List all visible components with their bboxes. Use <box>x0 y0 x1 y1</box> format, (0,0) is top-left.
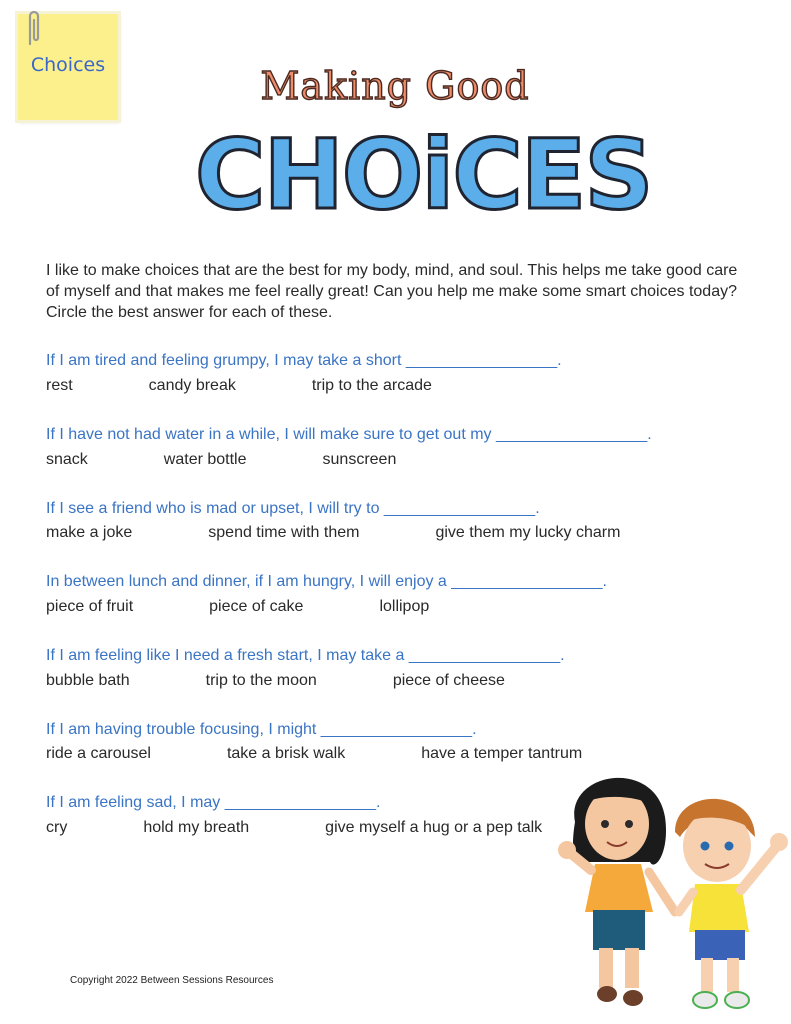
intro-paragraph: I like to make choices that are the best for my body, mind, and soul. This helps me take good care of myself and that makes me feel really great! Can you help me make some smart choices today? Circle the best answer for each of these. <box>46 262 738 321</box>
question-options <box>46 672 581 690</box>
kids-waving-illustration <box>555 762 791 1024</box>
question-prompt: If I am having trouble focusing, I might _________________. <box>46 721 477 738</box>
question-prompt: If I have not had water in a while, I will make sure to get out my _________________. <box>46 426 652 443</box>
option[interactable]: give them my lucky charm <box>435 524 621 541</box>
option[interactable]: take a brisk walk <box>226 745 346 762</box>
option[interactable]: piece of fruit <box>46 598 134 615</box>
option[interactable]: trip to the arcade <box>311 377 432 394</box>
option[interactable]: snack <box>46 451 88 468</box>
girl-figure <box>558 778 675 1006</box>
question-options <box>46 377 508 395</box>
option[interactable]: sunscreen <box>322 451 397 468</box>
option[interactable]: spend time with them <box>208 524 360 541</box>
option[interactable]: cry <box>46 819 68 836</box>
option[interactable]: trip to the moon <box>205 672 317 689</box>
title-line2: CHOiCES <box>195 119 652 231</box>
question-prompt: If I am tired and feeling grumpy, I may take a short _________________. <box>46 352 562 369</box>
question-options <box>46 451 472 469</box>
question-prompt: If I am feeling sad, I may _________________. <box>46 794 381 811</box>
option[interactable]: ride a carousel <box>46 745 151 762</box>
option[interactable]: have a temper tantrum <box>421 745 583 762</box>
option[interactable]: piece of cake <box>209 598 304 615</box>
copyright-text: Copyright 2022 Between Sessions Resources <box>70 975 274 986</box>
option[interactable]: rest <box>46 377 73 394</box>
sticky-note-label: Choices <box>30 54 106 76</box>
boy-figure <box>675 799 788 1008</box>
title-line1: Making Good <box>260 64 530 108</box>
question-prompt: If I see a friend who is mad or upset, I will try to _________________. <box>46 500 540 517</box>
question-options <box>46 524 696 542</box>
option[interactable]: hold my breath <box>143 819 250 836</box>
option[interactable]: candy break <box>148 377 236 394</box>
question-options <box>46 745 658 763</box>
question-prompt: If I am feeling like I need a fresh start, I may take a _________________. <box>46 647 565 664</box>
paperclip-icon <box>24 10 44 46</box>
option[interactable]: water bottle <box>163 451 247 468</box>
option[interactable]: give myself a hug or a pep talk <box>325 819 543 836</box>
option[interactable]: bubble bath <box>46 672 130 689</box>
question-options <box>46 598 505 616</box>
option[interactable]: make a joke <box>46 524 133 541</box>
option[interactable]: piece of cheese <box>392 672 505 689</box>
option[interactable]: lollipop <box>379 598 430 615</box>
question-prompt: In between lunch and dinner, if I am hungry, I will enjoy a _________________. <box>46 573 607 590</box>
question-options <box>46 819 618 837</box>
